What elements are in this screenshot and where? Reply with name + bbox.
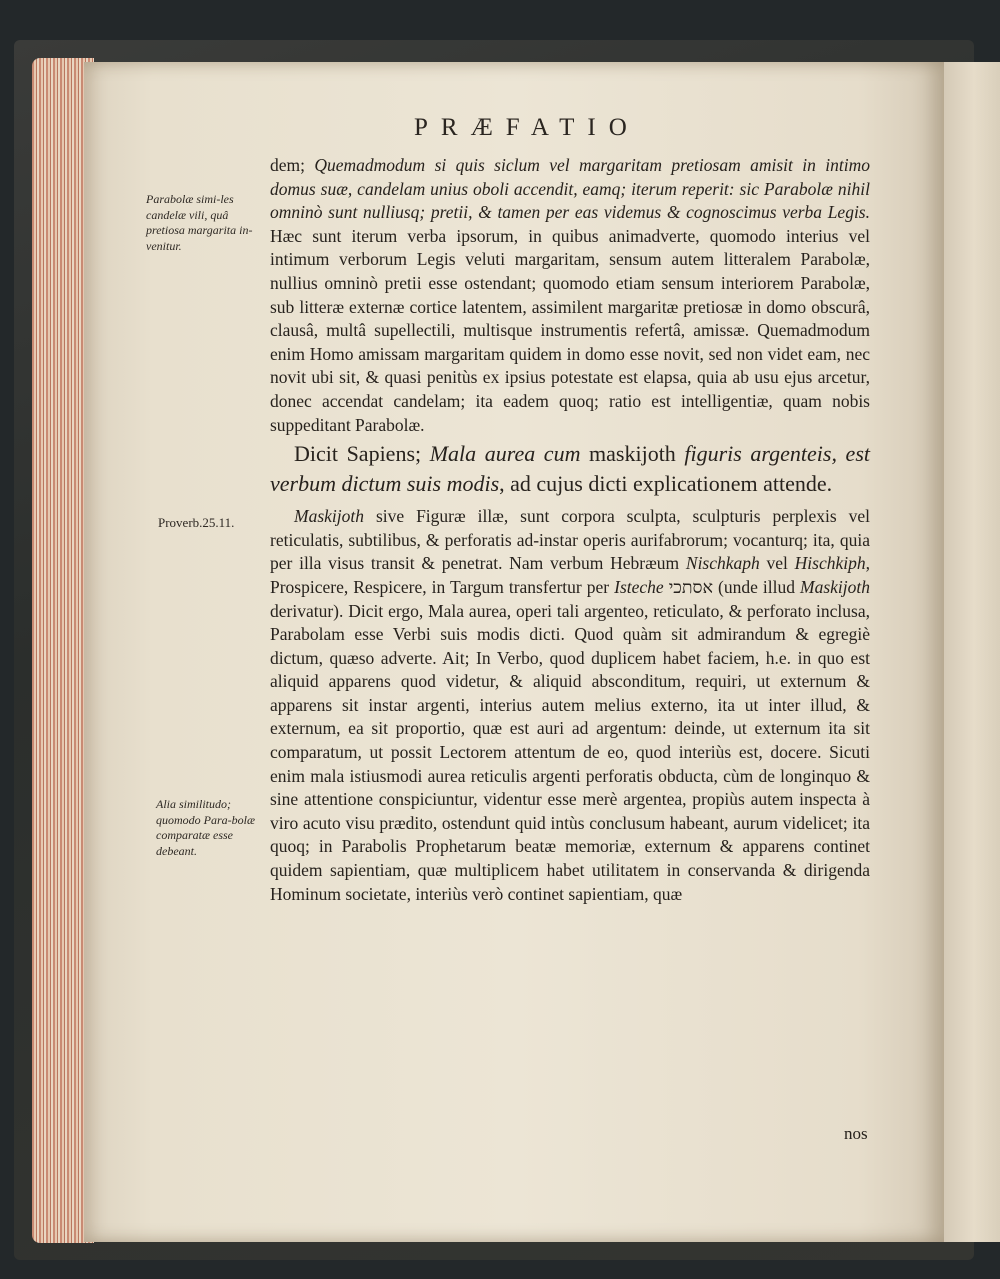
text-run: sive Figuræ illæ, sunt corpora sculpta, sculpturis perplexis vel reticulatis, subtilibus, & perforatis ad-instar operis aurifabrorum; vocanturq; ita, quia per illa visus transit & penetrat. Nam verbum Hebræum xyxy=(270,506,870,574)
text-run: Dicit Sapiens; xyxy=(294,441,430,467)
text-run-italic: Nischkaph xyxy=(685,553,760,574)
paragraph-2 xyxy=(270,505,870,906)
text-run-italic: Quemadmodum si quis siclum vel margaritam pretiosam amisit in intimo domus suæ, candelam unius oboli accendit, eamq; iterum reperit: sic Parabolæ nihil omninò sunt nulliusq; pretii, & tamen per eas videmus & cognoscimus verba Legis. xyxy=(270,155,870,223)
text-run: , ad cujus dicti explicationem attende. xyxy=(499,471,833,497)
text-run-italic: Maskijoth xyxy=(800,576,871,597)
text-run-italic: figuris argenteis, est verbum dictum suis modis xyxy=(270,441,870,497)
main-text xyxy=(270,154,870,906)
text-run: Prospicere, Respicere, in Targum transfertur per xyxy=(270,576,615,597)
text-run: derivatur). Dicit ergo, Mala aurea, operi tali argenteo, reticulato, & perforato inclusa, Parabolam esse Verbi suis modis dicti. Quod quàm sit admirandum & egregiè dictum, quæso adverte. Ait; In Verbo, quod duplicem habet faciem, h.e. in quo est aliquid apparens quod videtur, & aliquid absconditum, requiri, ut externum & apparens sit instar argenti, interius autem melius externo, ita ut inter illud, & externum, ea sit proportio, quæ est auri ad argentum: deinde, ut externum ita sit comparatum, ut possit Lectorem attentum de eo, quod interiùs est, docere. Sicuti enim mala istiusmodi aurea reticulis argenti perforatis obducta, cùm de longinquo & sine attentione conspiciuntur, videntur esse merè argentea, propiùs autem inspecta à viro acuto visu prædito, ostendunt quid intùs conclusum habeant, aurum videlicet; ita quoq; in Parabolis Prophetarum beatæ memoriæ, externum & apparens continet quidem sapientiam, quæ multiplicem habet utilitatem in conservanda & dirigenda Hominum societate, interiùs verò continet sapientiam, quæ xyxy=(270,600,870,904)
text-run: dem; xyxy=(270,155,315,175)
paragraph-1 xyxy=(270,154,870,437)
proverb-paragraph xyxy=(270,439,870,499)
text-run: Hæc sunt iterum verba ipsorum, in quibus animadverte, quomodo interius vel intimum verborum Legis veluti margaritam, sensum autem litteralem Parabolæ, nullius omninò pretii esse ostendant; quomodo etiam sensum interiorem Parabolæ, sub litteræ externæ cortice latentem, assimilent margaritæ pretiosæ in domo obscurâ, clausâ, multâ supellectili, multisque instrumentis refertâ, amissæ. Quemadmodum enim Homo amissam margaritam quidem in domo esse novit, sed non videt eam, nec novit ubi sit, & quasi penitùs ex ipsius potestate est elapsa, quia ab usu ejus arcetur, donec accendat candelam; ita eadem quoq; ratio est intelligentiæ, quam nobis suppeditant Parabolæ. xyxy=(270,225,870,435)
text-run-italic: Hischkiph, xyxy=(794,553,870,574)
text-run: (unde illud xyxy=(713,576,801,597)
text-run-italic: Maskijoth xyxy=(294,506,364,527)
book-page xyxy=(84,62,944,1242)
text-run: maskijoth xyxy=(580,441,685,467)
margin-note-proverb-ref: Proverb.25.11. xyxy=(158,515,235,530)
hebrew-word: אסתכי xyxy=(663,576,713,597)
facing-page-edge xyxy=(935,62,1000,1242)
text-run-italic: Mala aurea cum xyxy=(429,441,581,467)
running-head: PRÆFATIO xyxy=(414,114,640,141)
catchword: nos xyxy=(844,1124,868,1143)
margin-note-parable: Parabolæ simi-les candelæ vili, quâ pretiosa margarita in-venitur. xyxy=(146,192,253,253)
text-run-italic: Isteche xyxy=(614,576,664,597)
margin-note-similitude: Alia similitudo; quomodo Para-bolæ comparatæ esse debeant. xyxy=(156,797,255,858)
text-run: vel xyxy=(759,553,795,574)
